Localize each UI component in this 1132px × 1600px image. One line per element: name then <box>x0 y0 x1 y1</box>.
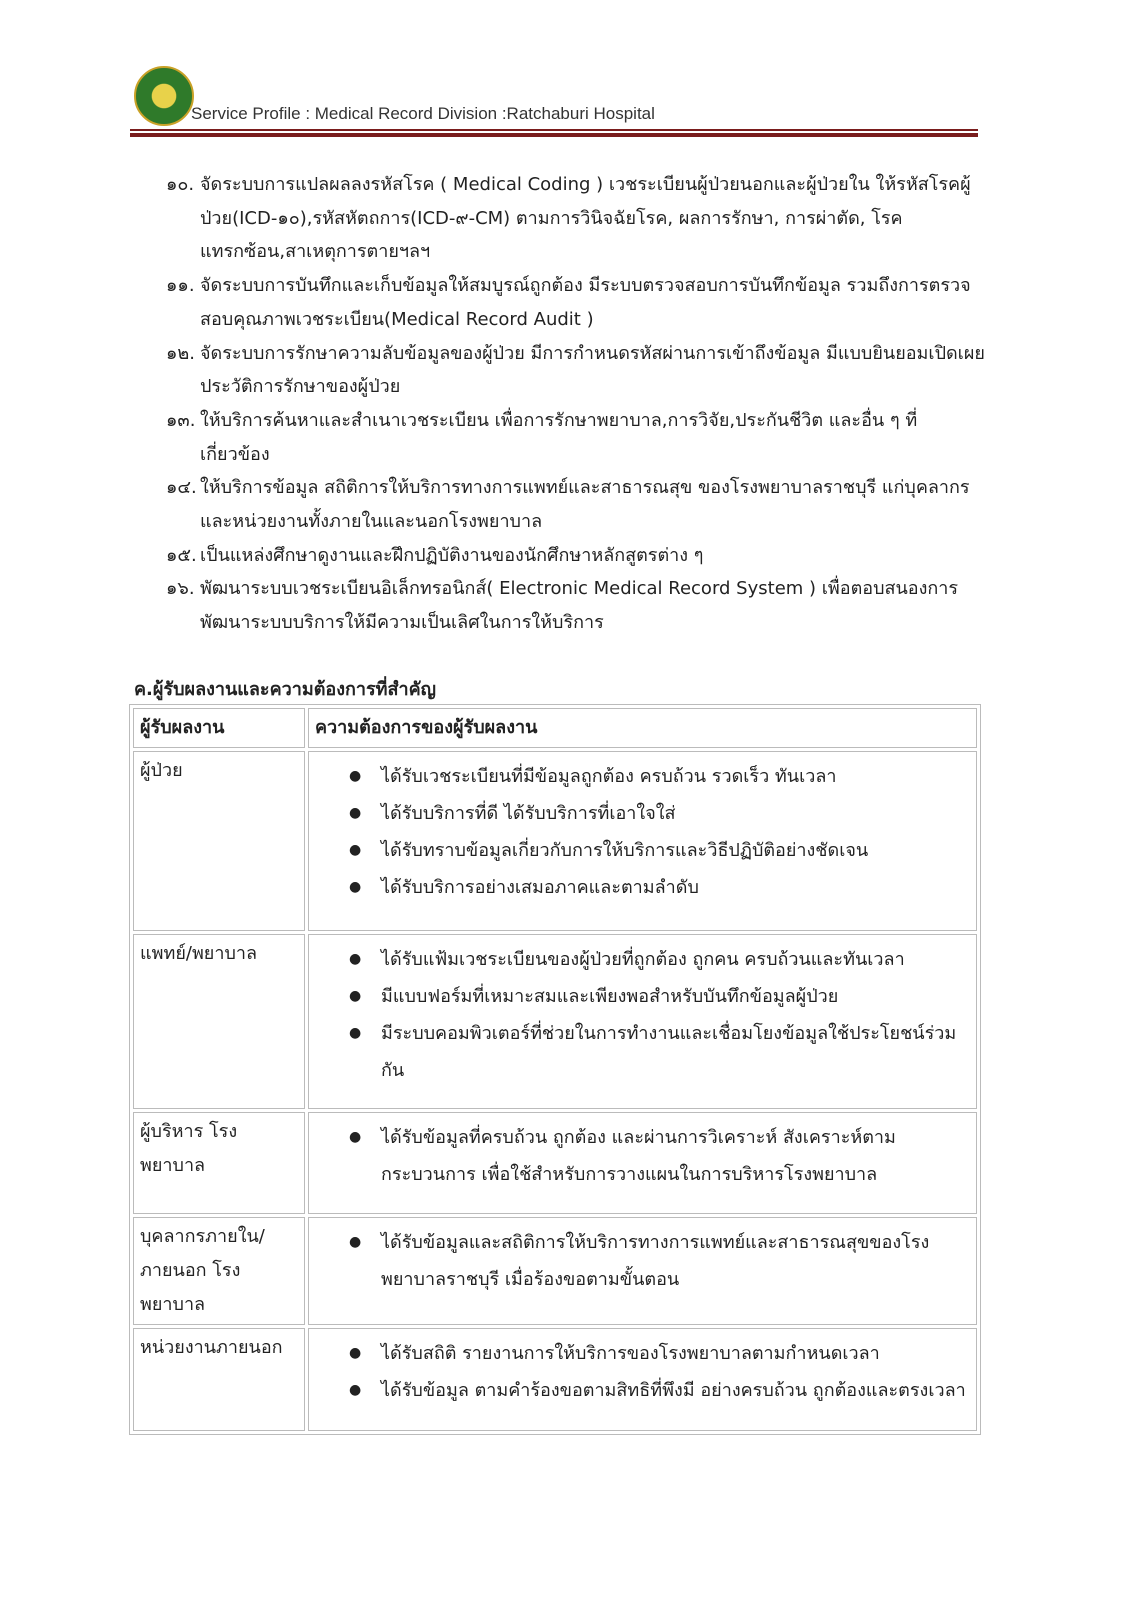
customer-cell: หน่วยงานภายนอก <box>133 1328 305 1431</box>
hospital-logo <box>134 66 194 126</box>
table-row <box>133 1112 977 1214</box>
customer-cell: ผู้ป่วย <box>133 751 305 931</box>
table-row <box>133 1217 977 1325</box>
customer-cell: ผู้บริหาร โรงพยาบาล <box>133 1112 305 1214</box>
service-list <box>166 168 986 640</box>
need-item: ● ได้รับข้อมูลที่ครบถ้วน ถูกต้อง และผ่านการวิเคราะห์ สังเคราะห์ตามกระบวนการ เพื่อใช้สำหรับการวางแผนในการบริหารโรงพยาบาล <box>381 1119 970 1193</box>
item-number: ๑๕. <box>166 544 197 566</box>
table-row <box>133 1328 977 1431</box>
item-number: ๑๖. <box>166 578 195 600</box>
header-title: Service Profile : Medical Record Division :Ratchaburi Hospital <box>191 104 655 123</box>
customer-cell: แพทย์/พยาบาล <box>133 934 305 1109</box>
item-number: ๑๑. <box>166 275 195 297</box>
customer-needs-table <box>129 704 981 1435</box>
item-number: ๑๓. <box>166 409 196 431</box>
table-header-row <box>133 708 977 748</box>
item-text: จัดระบบการรักษาความลับข้อมูลของผู้ป่วย มีการกำหนดรหัสผ่านการเข้าถึงข้อมูล มีแบบยินยอมเปิดเผยประวัติการรักษาของผู้ป่วย <box>200 342 985 398</box>
needs-cell <box>308 934 977 1109</box>
list-item <box>166 168 986 269</box>
item-text: จัดระบบการบันทึกและเก็บข้อมูลให้สมบูรณ์ถูกต้อง มีระบบตรวจสอบการบันทึกข้อมูล รวมถึงการตรวจสอบคุณภาพเวชระเบียน(Medical Record Audit ) <box>200 275 971 330</box>
item-number: ๑๔. <box>166 477 197 499</box>
list-item <box>166 269 986 336</box>
need-item: ● มีแบบฟอร์มที่เหมาะสมและเพียงพอสำหรับบันทึกข้อมูลผู้ป่วย <box>381 978 970 1015</box>
need-item: ● มีระบบคอมพิวเตอร์ที่ช่วยในการทำงานและเชื่อมโยงข้อมูลใช้ประโยชน์ร่วมกัน <box>381 1015 970 1089</box>
needs-cell <box>308 1328 977 1431</box>
header-divider <box>130 129 978 131</box>
item-text: พัฒนาระบบเวชระเบียนอิเล็กทรอนิกส์( Electronic Medical Record System ) เพื่อตอบสนองการพัฒนาระบบบริการให้มีความเป็นเลิศในการให้บริการ <box>200 578 959 634</box>
table-row <box>133 934 977 1109</box>
item-text: เป็นแหล่งศึกษาดูงานและฝึกปฏิบัติงานของนักศึกษาหลักสูตรต่าง ๆ <box>200 544 704 566</box>
table-row <box>133 751 977 931</box>
header-needs: ความต้องการของผู้รับผลงาน <box>308 708 977 748</box>
section-title: ค.ผู้รับผลงานและความต้องการที่สำคัญ <box>134 679 437 700</box>
customer-cell: บุคลากรภายใน/ ภายนอก โรงพยาบาล <box>133 1217 305 1325</box>
header-customer: ผู้รับผลงาน <box>133 708 305 748</box>
item-number: ๑๐. <box>166 174 195 195</box>
needs-cell <box>308 1112 977 1214</box>
list-item <box>166 337 986 404</box>
need-item: ● ได้รับสถิติ รายงานการให้บริการของโรงพยาบาลตามกำหนดเวลา <box>381 1335 970 1372</box>
list-item <box>166 572 986 639</box>
need-item: ● ได้รับข้อมูลและสถิติการให้บริการทางการแพทย์และสาธารณสุขของโรงพยาบาลราชบุรี เมื่อร้องขอตามขั้นตอน <box>381 1224 970 1298</box>
need-item: ● ได้รับบริการที่ดี ได้รับบริการที่เอาใจใส่ <box>381 795 970 832</box>
item-text: ให้บริการค้นหาและสำเนาเวชระเบียน เพื่อการรักษาพยาบาล,การวิจัย,ประกันชีวิต และอื่น ๆ ที่เกี่ยวข้อง <box>200 409 918 465</box>
need-item: ● ได้รับเวชระเบียนที่มีข้อมูลถูกต้อง ครบถ้วน รวดเร็ว ทันเวลา <box>381 758 970 795</box>
item-text: ให้บริการข้อมูล สถิติการให้บริการทางการแพทย์และสาธารณสุข ของโรงพยาบาลราชบุรี แก่บุคลากรและหน่วยงานทั้งภายในและนอกโรงพยาบาล <box>200 477 970 533</box>
need-item: ● ได้รับข้อมูล ตามคำร้องขอตามสิทธิที่พึงมี อย่างครบถ้วน ถูกต้องและตรงเวลา <box>381 1372 970 1409</box>
item-text: จัดระบบการแปลผลลงรหัสโรค ( Medical Coding ) เวชระเบียนผู้ป่วยนอกและผู้ป่วยใน ให้รหัสโรคผู้ป่วย(ICD-๑๐),รหัสหัตถการ(ICD-๙-CM) ตามการวินิจฉัยโรค, ผลการรักษา, การผ่าตัด, โรคแทรกซ้อน,สาเหตุการตายฯลฯ <box>200 174 971 263</box>
header-divider-thick <box>130 133 978 137</box>
list-item <box>166 471 986 538</box>
needs-cell <box>308 751 977 931</box>
list-item <box>166 539 986 573</box>
need-item: ● ได้รับบริการอย่างเสมอภาคและตามลำดับ <box>381 869 970 906</box>
item-number: ๑๒. <box>166 342 196 364</box>
need-item: ● ได้รับแฟ้มเวชระเบียนของผู้ป่วยที่ถูกต้อง ถูกคน ครบถ้วนและทันเวลา <box>381 941 970 978</box>
need-item: ● ได้รับทราบข้อมูลเกี่ยวกับการให้บริการและวิธีปฏิบัติอย่างชัดเจน <box>381 832 970 869</box>
needs-cell <box>308 1217 977 1325</box>
list-item <box>166 404 986 471</box>
